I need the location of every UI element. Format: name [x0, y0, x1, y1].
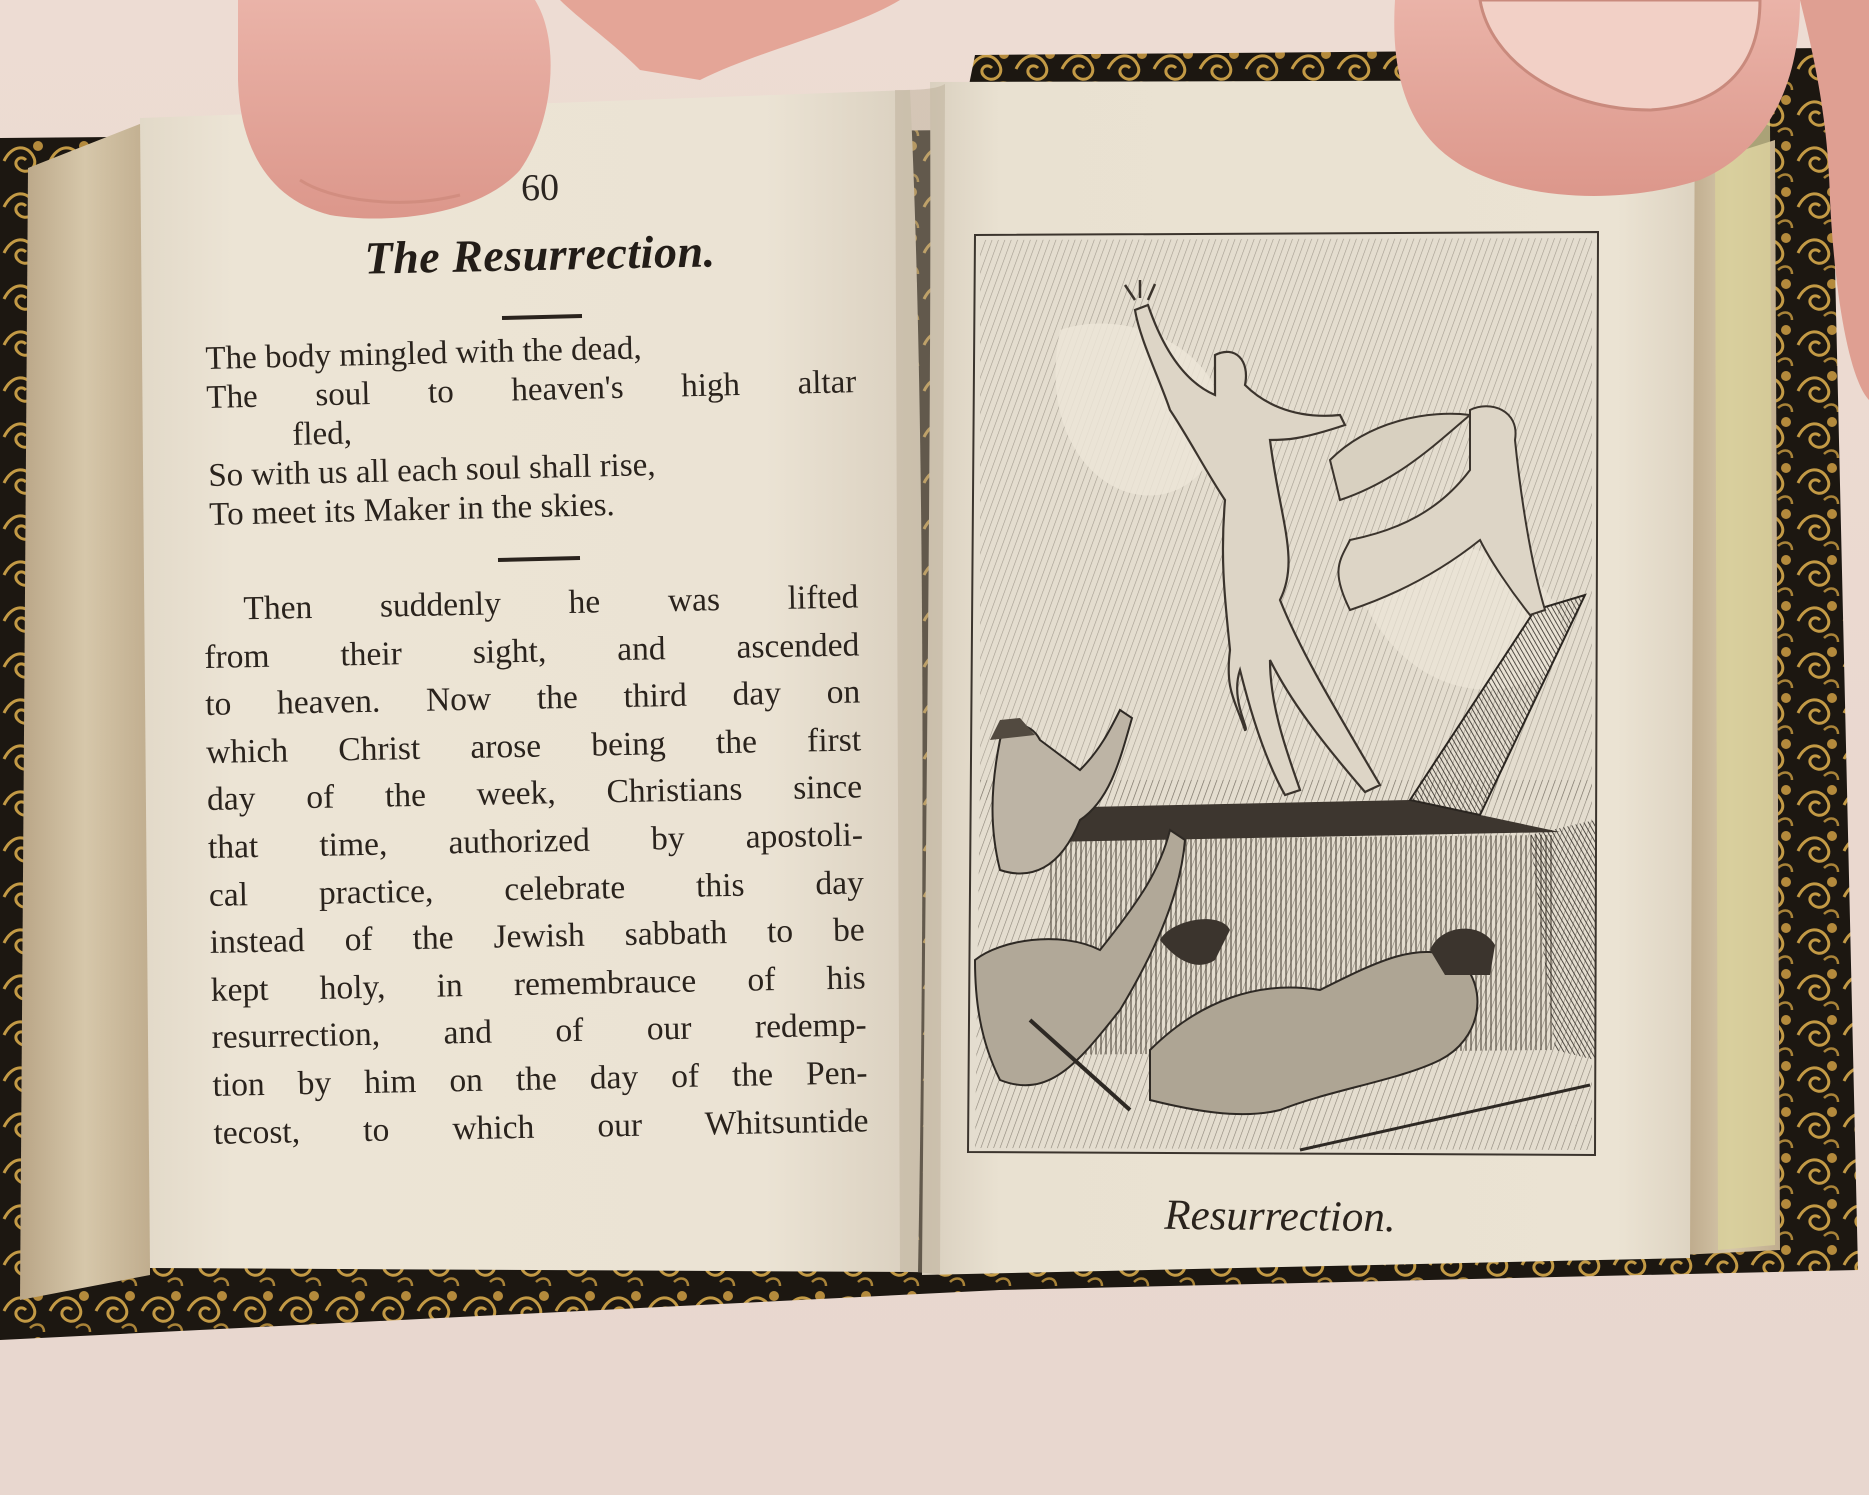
hand-palm [560, 0, 900, 80]
verse-line: So with us all each soul shall rise, [207, 447, 656, 494]
prose-line: Then suddenly he was lifted [243, 578, 859, 628]
prose-line: tecost, to which our Whitsuntide [213, 1101, 869, 1152]
prose-line: cal practice, celebrate this day [208, 863, 865, 914]
gutter-shadow [895, 84, 945, 1275]
verse-block [205, 324, 870, 535]
prose-line: that time, authorized by apostoli- [207, 816, 864, 866]
prose-line: tion by him on the day of the Pen- [212, 1054, 868, 1104]
prose-line: which Christ arose being the first [205, 721, 862, 771]
prose-block [203, 573, 874, 1157]
page-number: 60 [520, 166, 560, 210]
verse-line: The body mingled with the dead, [205, 330, 643, 377]
prose-line: day of the week, Christians since [206, 768, 863, 819]
title-rule [502, 316, 582, 318]
prose-line: instead of the Jewish sabbath to be [209, 911, 866, 962]
engraving-resurrection [968, 232, 1598, 1155]
verse-line: To meet its Maker in the skies. [208, 487, 616, 533]
prose-line: resurrection, and of our redemp- [211, 1006, 867, 1057]
verse-rule [498, 558, 580, 560]
illustration-caption: Resurrection. [1164, 1191, 1396, 1242]
chapter-title: The Resurrection. [364, 225, 716, 284]
verse-line: The soul to heaven's high altar [205, 364, 857, 416]
prose-line: from their sight, and ascended [204, 626, 860, 676]
prose-line: kept holy, in remembrauce of his [210, 959, 866, 1009]
prose-line: to heaven. Now the third day on [204, 673, 861, 724]
endpaper [1715, 120, 1775, 1250]
verse-line: fled, [291, 415, 353, 453]
page-edges-left [20, 120, 150, 1300]
